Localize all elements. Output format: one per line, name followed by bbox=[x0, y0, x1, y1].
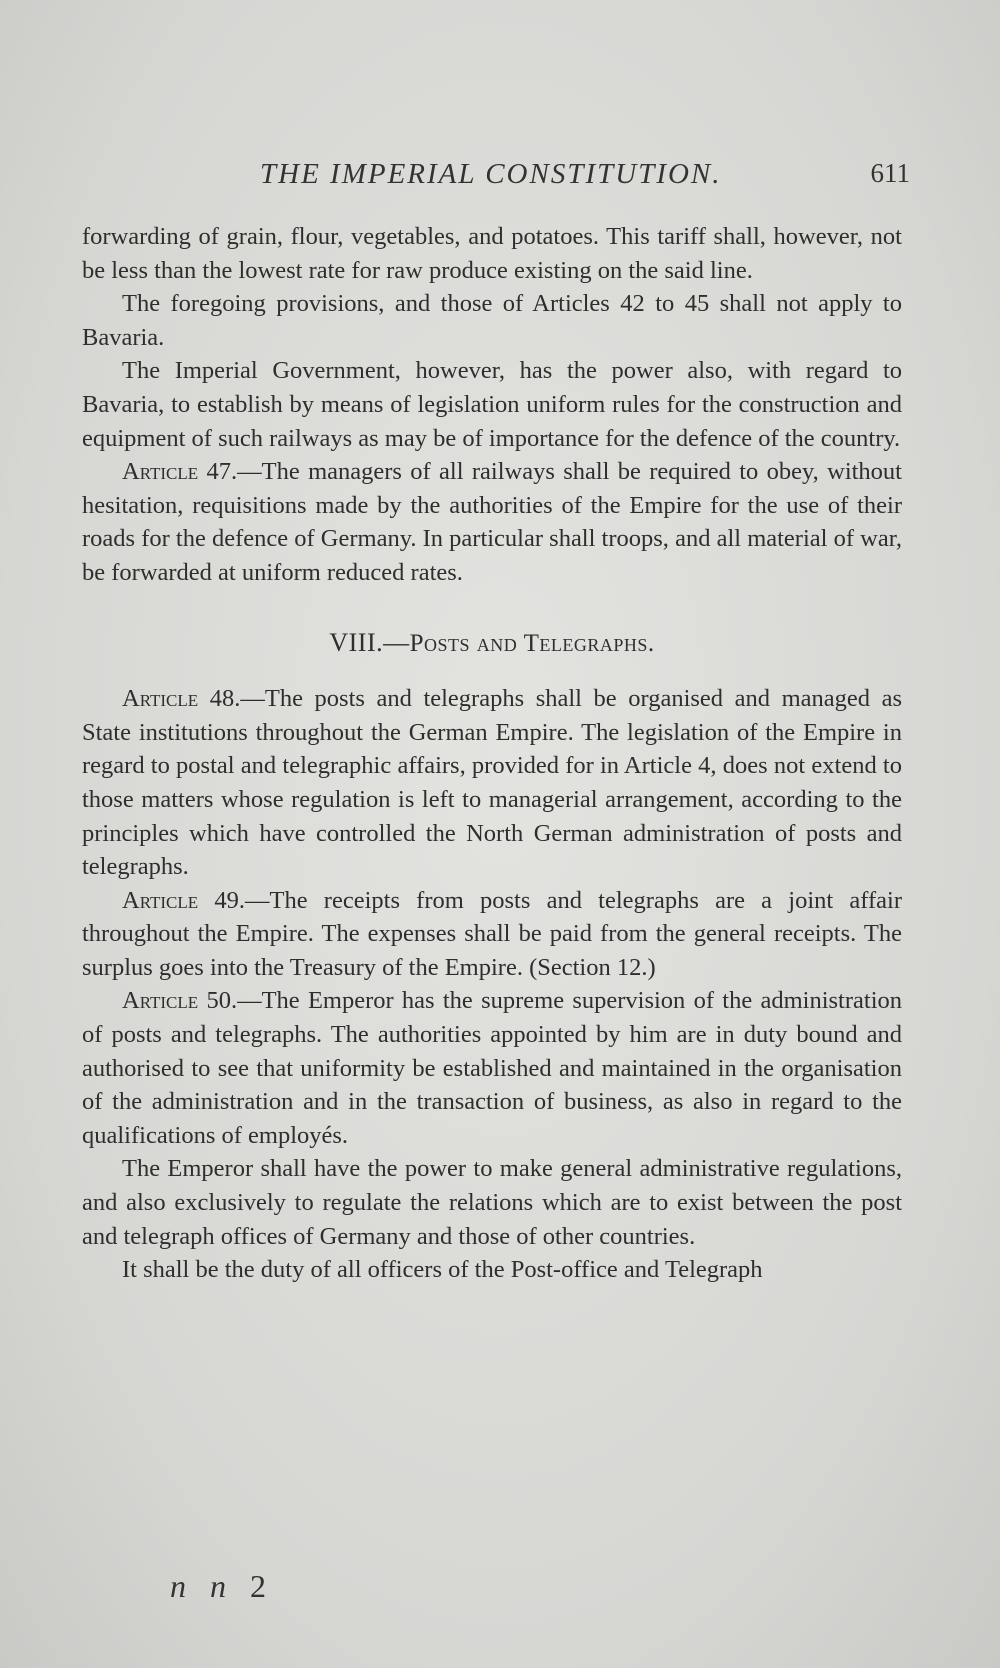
article-50 bbox=[82, 984, 902, 1152]
article-48-text: —The posts and telegraphs shall be organised and managed as State institutions throughout the German Empire. The legislation of the Empire in regard to postal and telegraphic affairs, provided for in Article 4, does not extend to those matters whose regulation is left to managerial arrangement, according to the principles which have controlled the North German administration of posts and telegraphs. bbox=[82, 685, 902, 881]
article-49-text: —The receipts from posts and telegraphs are a joint affair throughout the Empire. The expenses shall be paid from the general receipts. The surplus goes into the Treasury of the Empire. (Section 12.) bbox=[82, 886, 902, 981]
page-number: 611 bbox=[870, 158, 910, 188]
article-48 bbox=[82, 682, 902, 884]
section-heading bbox=[82, 626, 902, 661]
article-47-text: —The managers of all railways shall be required to obey, without hesitation, requisitions made by the authorities of the Empire for the use of their roads for the defence of Germany. In particular shall troops, and all material of war, be forwarded at uniform reduced rates. bbox=[82, 458, 902, 586]
section-number: VIII.— bbox=[329, 627, 410, 657]
article-50-text: —The Emperor has the supreme supervision of the administration of posts and telegraphs. The authorities appointed by him are in duty bound and authorised to see that uniformity be established and maintained in the organisation of the administration and in the transaction of business, as also in regard to the qualifications of employés. bbox=[82, 987, 903, 1149]
signature-number: 2 bbox=[250, 1568, 274, 1604]
article-50-label: Article 50. bbox=[122, 987, 238, 1015]
paragraph-imperial-government: The Imperial Government, however, has the power also, with regard to Bavaria, to establish by means of legislation uniform rules for the construction and equipment of such railways as may be of importance for the defence of the country. bbox=[82, 357, 902, 452]
signature-letters: n n bbox=[170, 1568, 234, 1604]
article-47 bbox=[82, 455, 902, 589]
paragraph-emperor-powers: The Emperor shall have the power to make general administrative regulations, and also exclusively to regulate the relations which are to exist between the post and telegraph offices of Germany and those of other countries. bbox=[82, 1155, 902, 1250]
article-49-label: Article 49. bbox=[122, 886, 245, 914]
article-47-label: Article 47. bbox=[122, 458, 238, 486]
paragraph-bavaria-exemption: The foregoing provisions, and those of Articles 42 to 45 shall not apply to Bavaria. bbox=[82, 290, 902, 351]
body-text bbox=[82, 220, 902, 1287]
paragraph-officers-duty: It shall be the duty of all officers of the Post-office and Telegraph bbox=[122, 1256, 763, 1284]
paragraph-tariff: forwarding of grain, flour, vegetables, and potatoes. This tariff shall, however, not be less than the lowest rate for raw produce existing on the said line. bbox=[82, 223, 902, 284]
article-49 bbox=[82, 884, 902, 985]
page-header bbox=[80, 158, 910, 198]
running-head: THE IMPERIAL CONSTITUTION. bbox=[260, 158, 722, 190]
article-48-label: Article 48. bbox=[122, 685, 241, 713]
section-title: Posts and Telegraphs. bbox=[409, 629, 655, 657]
signature-mark bbox=[170, 1568, 274, 1605]
